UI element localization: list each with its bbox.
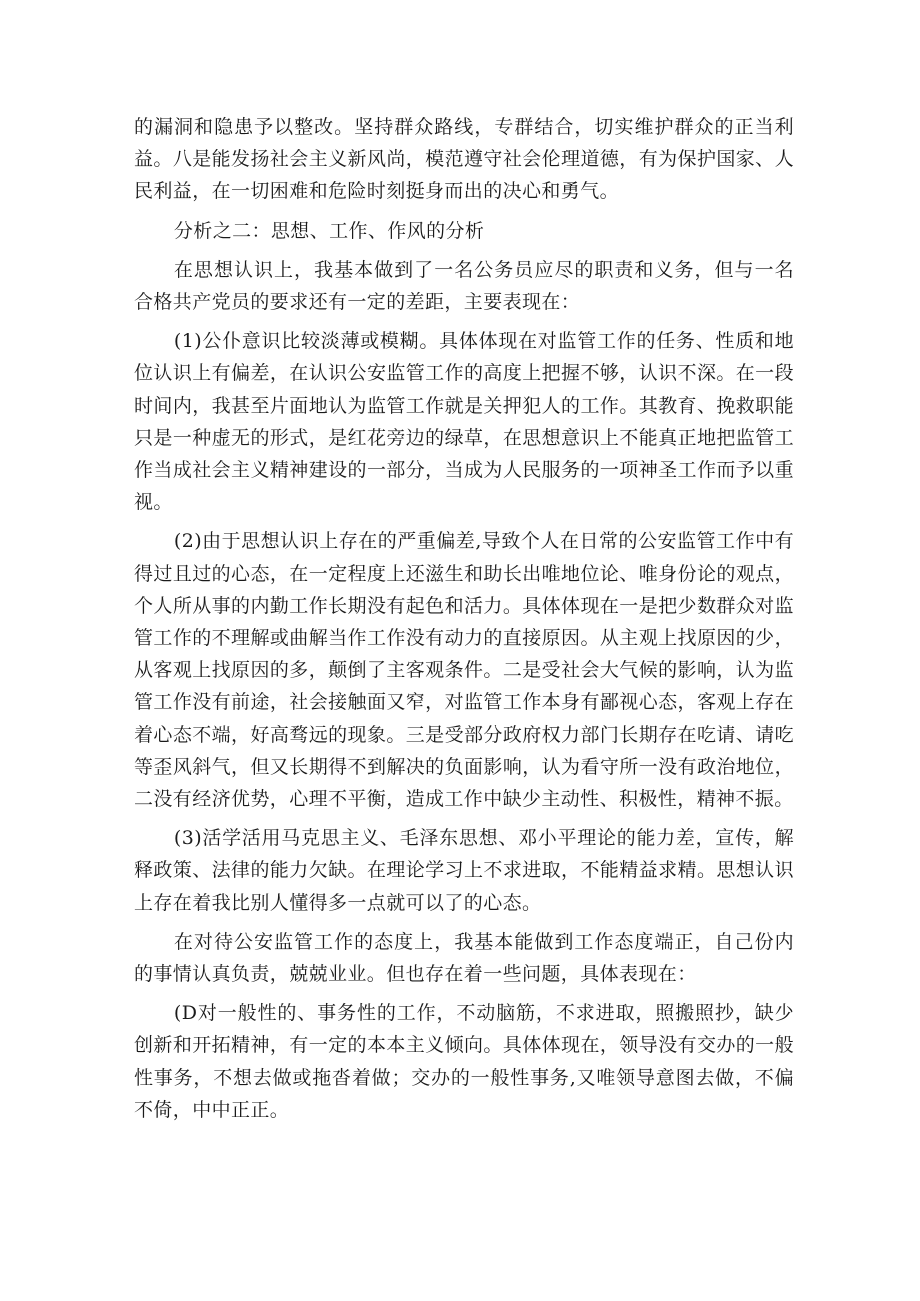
document-body xyxy=(134,111,794,1126)
paragraph-continuation: 的漏洞和隐患予以整改。坚持群众路线，专群结合，切实维护群众的正当利益。八是能发扬社会主义新风尚，模范遵守社会伦理道德，有为保护国家、人民利益，在一切困难和危险时刻挺身而出的决心和勇气。 xyxy=(134,116,794,203)
paragraph-attitude-item-1: (D对一般性的、事务性的工作，不动脑筋，不求进取，照搬照抄，缺少创新和开拓精神，有一定的本本主义倾向。具体体现在，领导没有交办的一般性事务，不想去做或拖沓着做；交办的一般性事务,又唯领导意图去做，不偏不倚，中中正正。 xyxy=(134,1002,794,1121)
paragraph-item-2: (2)由于思想认识上存在的严重偏差,导致个人在日常的公安监管工作中有得过且过的心态，在一定程度上还滋生和助长出唯地位论、唯身份论的观点，个人所从事的内勤工作长期没有起色和活力。具体体现在一是把少数群众对监管工作的不理解或曲解当作工作没有动力的直接原因。从主观上找原因的少，从客观上找原因的多，颠倒了主客观条件。二是受社会大气候的影响，认为监管工作没有前途，社会接触面又窄，对监管工作本身有鄙视心态，客观上存在着心态不端，好高骛远的现象。三是受部分政府权力部门长期存在吃请、请吃等歪风斜气，但又长期得不到解决的负面影响，认为看守所一没有政治地位，二没有经济优势，心理不平衡，造成工作中缺少主动性、积极性，精神不振。 xyxy=(134,530,794,811)
section-heading: 分析之二：思想、工作、作风的分析 xyxy=(173,219,485,242)
paragraph-thought-intro: 在思想认识上，我基本做到了一名公务员应尽的职责和义务，但与一名合格共产党员的要求还有一定的差距，主要表现在： xyxy=(134,258,794,314)
paragraph-attitude-intro: 在对待公安监管工作的态度上，我基本能做到工作态度端正，自己份内的事情认真负责，兢兢业业。但也存在着一些问题，具体表现在： xyxy=(134,930,794,986)
paragraph-item-3: (3)活学活用马克思主义、毛泽东思想、邓小平理论的能力差，宣传，解释政策、法律的能力欠缺。在理论学习上不求进取，不能精益求精。思想认识上存在着我比别人懂得多一点就可以了的心态。 xyxy=(134,827,794,914)
paragraph-item-1: (1)公仆意识比较淡薄或模糊。具体体现在对监管工作的任务、性质和地位认识上有偏差，在认识公安监管工作的高度上把握不够，认识不深。在一段时间内，我甚至片面地认为监管工作就是关押犯人的工作。其教育、挽救职能只是一种虚无的形式，是红花旁边的绿草，在思想意识上不能真正地把监管工作当成社会主义精神建设的一部分，当成为人民服务的一项神圣工作而予以重视。 xyxy=(134,330,794,514)
